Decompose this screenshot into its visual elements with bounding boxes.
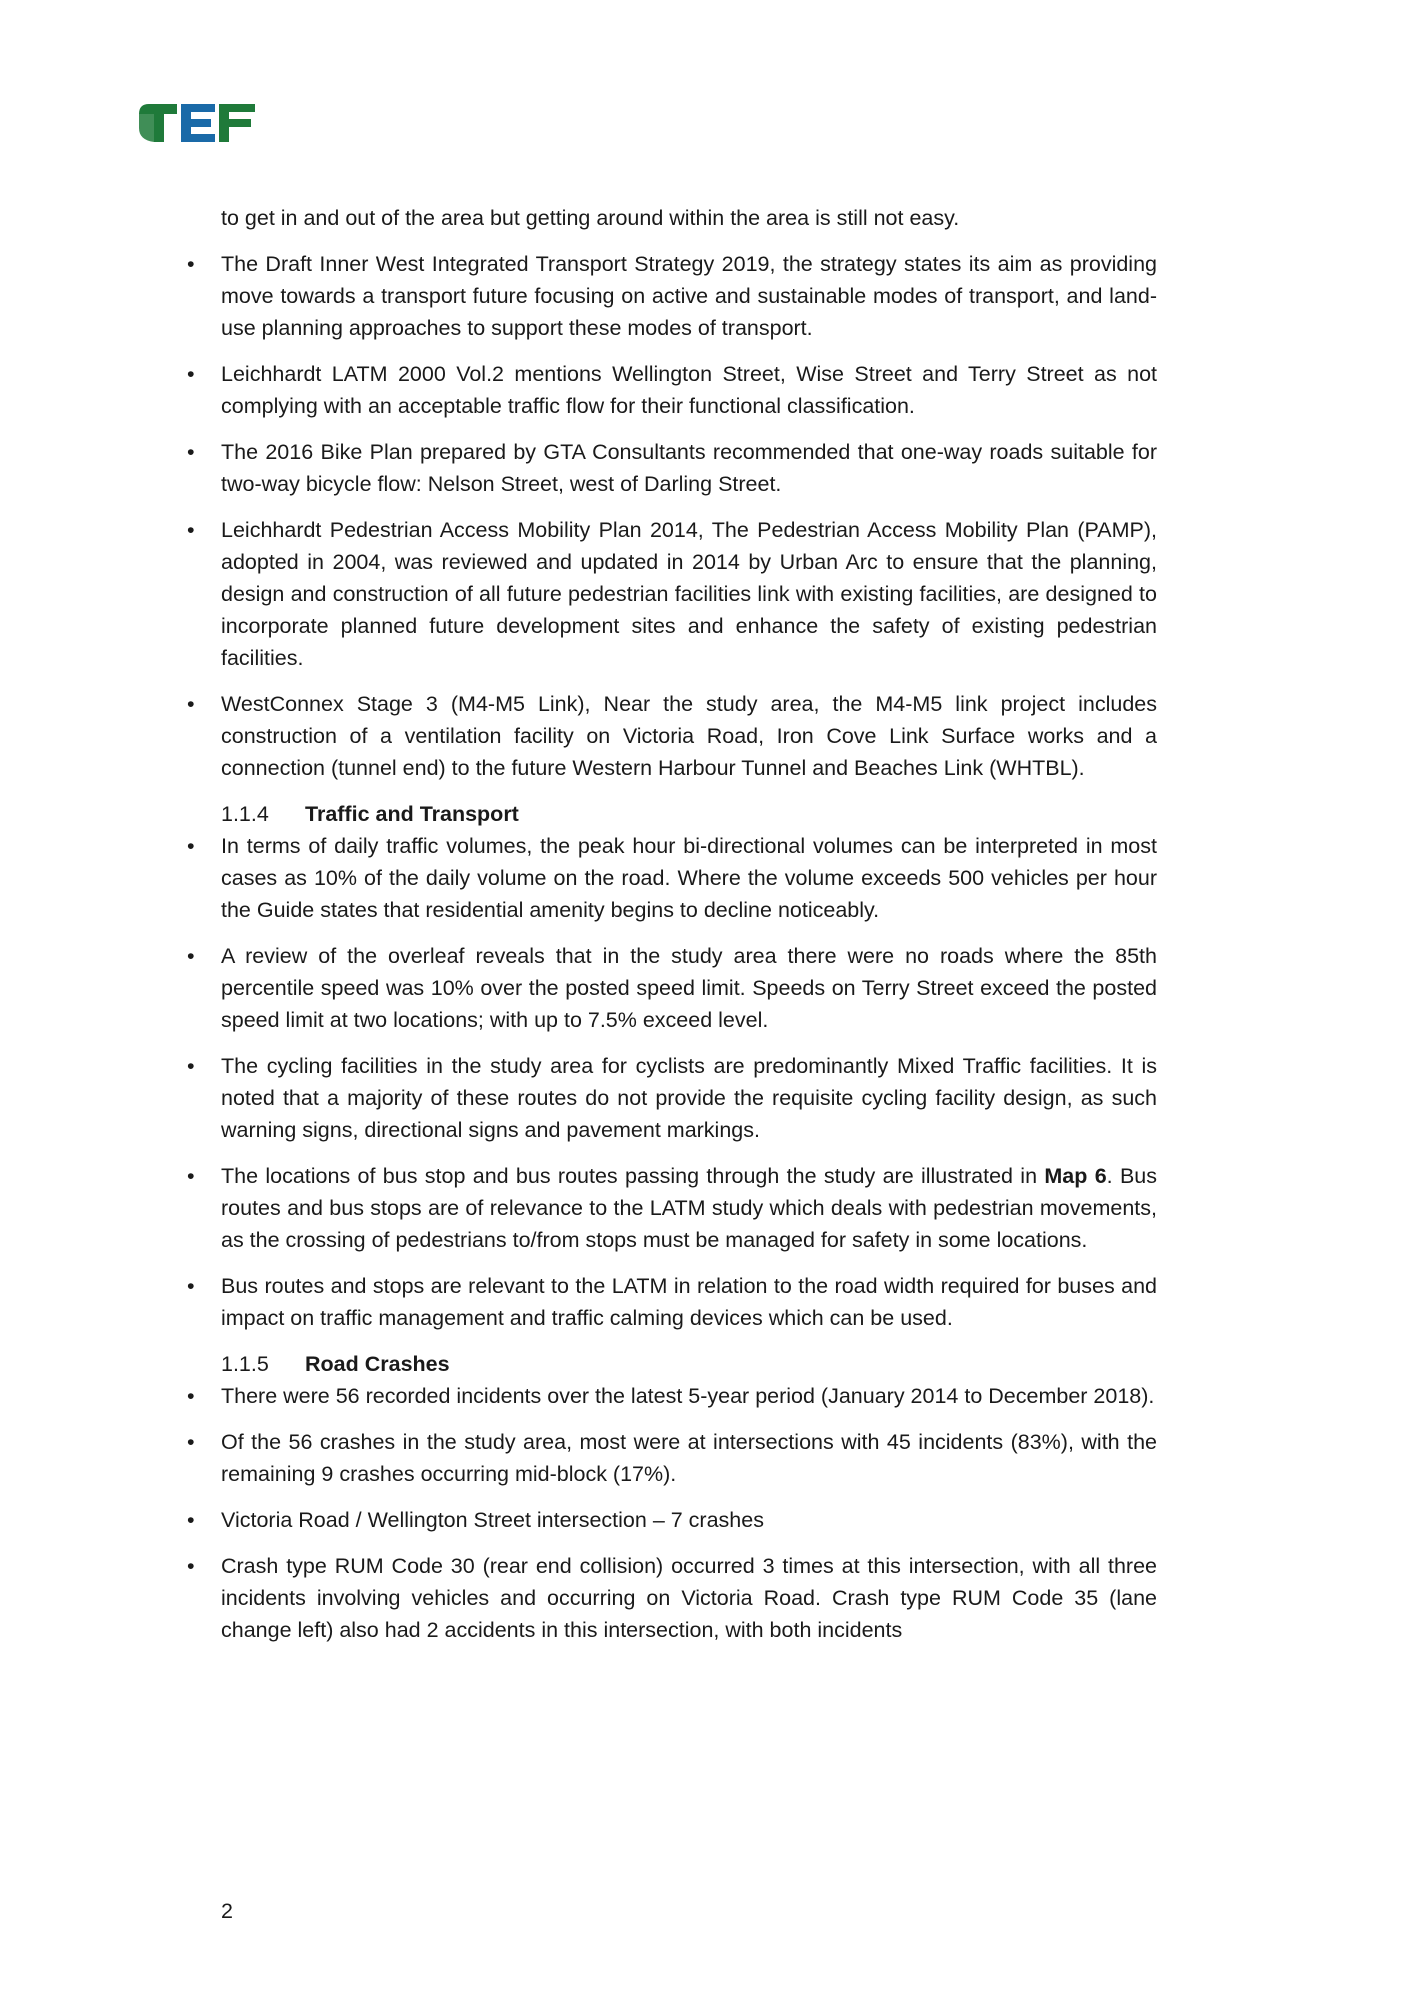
bus-text-post: . Bus routes and bus stops are of relevance to the LATM study which deals with pedestrian movements, as the crossing of pedestrians to/from stops must be managed for safety in some locations. — [221, 1164, 1157, 1252]
map-reference: Map 6 — [1044, 1164, 1107, 1188]
section-number: 1.1.5 — [221, 1352, 269, 1376]
crashes-bullet-list — [221, 1380, 1157, 1646]
list-item: • The 2016 Bike Plan prepared by GTA Consultants recommended that one-way roads suitable for two-way bicycle flow: Nelson Street, west of Darling Street. — [221, 436, 1157, 500]
document-body — [221, 202, 1157, 1660]
list-item-bus — [221, 1160, 1157, 1256]
list-item: • The Draft Inner West Integrated Transport Strategy 2019, the strategy states its aim as providing move towards a transport future focusing on active and sustainable modes of transport, and land-use planning approaches to support these modes of transport. — [221, 248, 1157, 344]
list-item: • Of the 56 crashes in the study area, most were at intersections with 45 incidents (83%), with the remaining 9 crashes occurring mid-block (17%). — [221, 1426, 1157, 1490]
list-item: • In terms of daily traffic volumes, the peak hour bi-directional volumes can be interpreted in most cases as 10% of the daily volume on the road. Where the volume exceeds 500 vehicles per hour the Guide states that residential amenity begins to decline noticeably. — [221, 830, 1157, 926]
section-title: Traffic and Transport — [305, 802, 519, 826]
list-item: • Leichhardt Pedestrian Access Mobility Plan 2014, The Pedestrian Access Mobility Plan (PAMP), adopted in 2004, was reviewed and updated in 2014 by Urban Arc to ensure that the planning, design and construction of all future pedestrian facilities link with existing facilities, are designed to incorporate planned future development sites and enhance the safety of existing pedestrian facilities. — [221, 514, 1157, 674]
tef-logo — [137, 100, 257, 146]
list-item: • WestConnex Stage 3 (M4-M5 Link), Near the study area, the M4-M5 link project includes construction of a ventilation facility on Victoria Road, Iron Cove Link Surface works and a connection (tunnel end) to the future Western Harbour Tunnel and Beaches Link (WHTBL). — [221, 688, 1157, 784]
list-item: • There were 56 recorded incidents over the latest 5-year period (January 2014 to December 2018). — [221, 1380, 1157, 1412]
list-item: • The cycling facilities in the study area for cyclists are predominantly Mixed Traffic facilities. It is noted that a majority of these routes do not provide the requisite cycling facility design, as such warning signs, directional signs and pavement markings. — [221, 1050, 1157, 1146]
section-heading-crashes — [221, 1348, 1157, 1380]
continuation-paragraph: to get in and out of the area but getting around within the area is still not easy. — [221, 206, 960, 230]
list-item: • Bus routes and stops are relevant to the LATM in relation to the road width required for buses and impact on traffic management and traffic calming devices which can be used. — [221, 1270, 1157, 1334]
section-heading-traffic — [221, 798, 1157, 830]
page-number: 2 — [221, 1899, 233, 1923]
section-title: Road Crashes — [305, 1352, 450, 1376]
context-bullet-list — [221, 248, 1157, 784]
traffic-bullet-list — [221, 830, 1157, 1334]
section-number: 1.1.4 — [221, 802, 269, 826]
list-item: • Leichhardt LATM 2000 Vol.2 mentions Wellington Street, Wise Street and Terry Street as not complying with an acceptable traffic flow for their functional classification. — [221, 358, 1157, 422]
list-item: • Victoria Road / Wellington Street intersection – 7 crashes — [221, 1504, 1157, 1536]
list-item: • A review of the overleaf reveals that in the study area there were no roads where the 85th percentile speed was 10% over the posted speed limit. Speeds on Terry Street exceed the posted speed limit at two locations; with up to 7.5% exceed level. — [221, 940, 1157, 1036]
list-item: • Crash type RUM Code 30 (rear end collision) occurred 3 times at this intersection, with all three incidents involving vehicles and occurring on Victoria Road. Crash type RUM Code 35 (lane change left) also had 2 accidents in this intersection, with both incidents — [221, 1550, 1157, 1646]
bus-text-pre: The locations of bus stop and bus routes passing through the study are illustrated in — [221, 1164, 1045, 1188]
